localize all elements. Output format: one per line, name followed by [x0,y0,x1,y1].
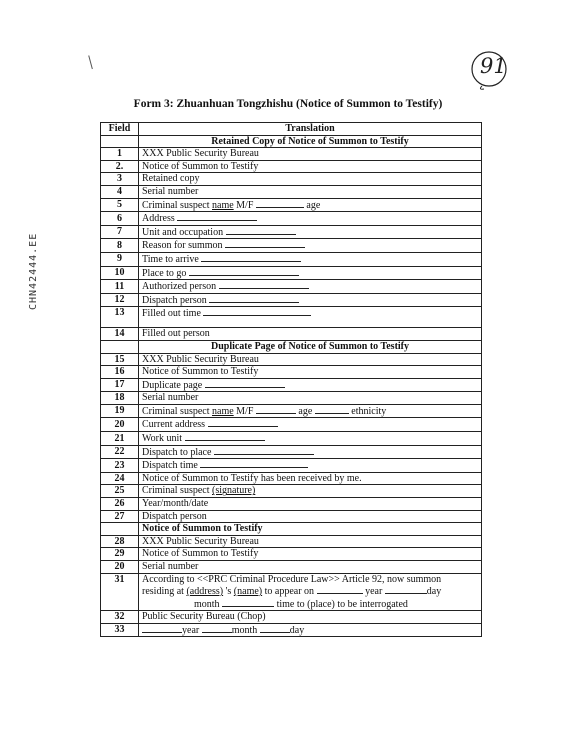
text-underlined: (address) [186,586,224,598]
text-part: Time to arrive [142,253,199,265]
table-row [101,225,482,239]
field-text [139,307,482,328]
table-row [101,366,482,379]
blank-line [189,267,299,276]
table-row [101,307,482,328]
table-row [101,445,482,459]
text-part: Work unit [142,433,183,445]
table-row [101,328,482,341]
blank-line [214,446,314,455]
text-part: Criminal suspect [142,485,212,497]
field-text [139,239,482,253]
field-text [139,573,482,611]
table-row [101,173,482,186]
table-row [101,498,482,511]
text-part: residing at [142,586,187,598]
table-row [101,611,482,624]
field-text: Filled out person [139,328,482,341]
blank-line [142,624,182,633]
text-underlined: (signature) [212,485,256,497]
table-row [101,485,482,498]
text-underlined: (name) [233,586,263,598]
field-text: Retained copy [139,173,482,186]
text-part: age [298,405,313,417]
table-row [101,212,482,226]
table-row [101,404,482,418]
blank-line [208,418,278,427]
table-row [101,148,482,161]
field-text [139,280,482,294]
text-part: time to (place) to be interrogated [276,598,408,610]
header-field: Field [101,123,139,136]
field-number: 27 [101,510,139,523]
field-text [139,418,482,432]
field-number: 12 [101,293,139,307]
field-number: 1 [101,148,139,161]
field-number: 7 [101,225,139,239]
field-number: 28 [101,535,139,548]
table-row [101,239,482,253]
text-part: Duplicate page [142,379,203,391]
blank-line [315,405,349,414]
side-document-id: CHN42444.EE [28,232,39,310]
table-row [101,293,482,307]
field-text: Dispatch person [139,510,482,523]
blank-line [185,432,265,441]
table-row [101,510,482,523]
field-text [139,623,482,637]
field-number: 9 [101,252,139,266]
field-text: XXX Public Security Bureau [139,535,482,548]
table-row [101,472,482,485]
section-row [101,340,482,353]
field-number: 29 [101,548,139,561]
field-text: XXX Public Security Bureau [139,148,482,161]
blank-line [317,585,363,594]
blank-line [385,585,427,594]
field-text [139,445,482,459]
field-number: 26 [101,498,139,511]
form-title: Form 3: Zhuanhuan Tongzhishu (Notice of Summon to Testify) [133,98,443,110]
blank-line [201,253,301,262]
field-text: Notice of Summon to Testify [139,366,482,379]
field-number: 15 [101,353,139,366]
table-header-row [101,123,482,136]
field-number: 33 [101,623,139,637]
field-text [139,404,482,418]
table-row [101,185,482,198]
field-number: 4 [101,185,139,198]
text-part: to appear on [262,586,315,598]
text-part: day [289,624,305,636]
field-number: 23 [101,459,139,473]
blank-line [260,624,290,633]
field-number: 3 [101,173,139,186]
table-row [101,418,482,432]
field-number: 25 [101,485,139,498]
field-number: 19 [101,404,139,418]
text-part: month [194,598,220,610]
table-row [101,459,482,473]
text-part: Place to go [142,267,187,279]
field-number: 14 [101,328,139,341]
field-text [139,266,482,280]
field-number: 10 [101,266,139,280]
field-number: 24 [101,472,139,485]
text-part: Filled out time [142,308,201,320]
blank-line [219,280,309,289]
text-underlined: name [212,199,234,211]
table-row [101,198,482,212]
table-row [101,548,482,561]
blank-line [202,624,232,633]
field-number: 17 [101,378,139,392]
table-row [101,378,482,392]
field-number: 16 [101,366,139,379]
text-part: Unit and occupation [142,226,224,238]
table-row [101,160,482,173]
text-line: According to <<PRC Criminal Procedure Law>> Article 92, now summon [142,573,442,585]
field-number: 6 [101,212,139,226]
text-part: Criminal suspect [142,199,212,211]
blank-line [200,459,308,468]
text-part: age [306,199,321,211]
text-part: Authorized person [142,281,217,293]
field-text: Serial number [139,185,482,198]
table-row [101,266,482,280]
blank-line [256,199,304,208]
field-text [139,485,482,498]
field-text [139,378,482,392]
header-translation: Translation [139,123,482,136]
field-number: 32 [101,611,139,624]
field-text: Public Security Bureau (Chop) [139,611,482,624]
text-part: M/F [233,199,254,211]
blank-line [203,307,311,316]
field-text [139,293,482,307]
field-text [139,459,482,473]
field-number: 8 [101,239,139,253]
field-number: 22 [101,445,139,459]
text-part: day [426,586,442,598]
field-text: Notice of Summon to Testify [139,548,482,561]
text-part: Address [142,213,175,225]
table-row [101,535,482,548]
text-line [142,598,478,611]
field-number: 20 [101,561,139,574]
table-row [101,432,482,446]
text-part: year [365,586,383,598]
text-part: Current address [142,419,206,431]
text-part: Dispatch time [142,460,198,472]
section-row [101,523,482,536]
blank-line [225,239,305,248]
blank-line [205,379,285,388]
form-table [100,122,482,637]
field-text [139,212,482,226]
field-text: Notice of Summon to Testify has been received by me. [139,472,482,485]
field-text [139,432,482,446]
page-number-text: 91 [480,54,507,78]
blank-line [177,212,257,221]
field-text: Serial number [139,392,482,405]
field-text [139,198,482,212]
section-duplicate: Duplicate Page of Notice of Summon to Testify [139,340,482,353]
text-part: 's [223,586,234,598]
handwritten-page-number [470,48,508,86]
field-number: 13 [101,307,139,328]
field-text [139,252,482,266]
text-part: year [182,624,200,636]
field-number: 11 [101,280,139,294]
section-notice: Notice of Summon to Testify [139,523,482,536]
field-number: 2. [101,160,139,173]
blank-line [222,598,274,607]
field-number: 18 [101,392,139,405]
field-text: Year/month/date [139,498,482,511]
blank-line [209,294,299,303]
blank-line [256,405,296,414]
table-row [101,252,482,266]
blank-line [226,226,296,235]
field-number: 5 [101,198,139,212]
field-number: 20 [101,418,139,432]
stray-pen-mark [88,55,95,69]
table-row [101,561,482,574]
table-row [101,623,482,637]
text-part: Dispatch person [142,294,207,306]
text-part: Dispatch to place [142,446,212,458]
section-row [101,135,482,148]
table-row [101,280,482,294]
section-retained: Retained Copy of Notice of Summon to Testify [139,135,482,148]
text-part: month [231,624,258,636]
field-text: Serial number [139,561,482,574]
field-text: Notice of Summon to Testify [139,160,482,173]
table-row [101,353,482,366]
table-row [101,392,482,405]
text-part: Reason for summon [142,240,223,252]
text-part: ethnicity [351,405,387,417]
text-part: Criminal suspect [142,405,212,417]
text-underlined: name [212,405,234,417]
field-number: 21 [101,432,139,446]
field-text: XXX Public Security Bureau [139,353,482,366]
field-text [139,225,482,239]
table-row [101,573,482,611]
field-number: 31 [101,573,139,611]
text-line [142,585,478,598]
text-part: M/F [233,405,254,417]
